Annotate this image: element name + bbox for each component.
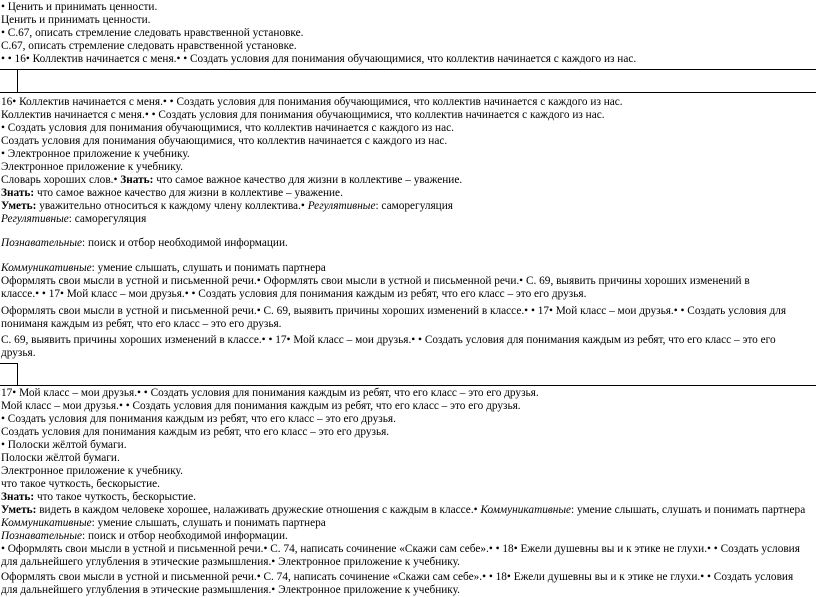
text-line: пониманя каждым из ребят, что его класс – это его друзья. bbox=[1, 318, 282, 330]
text-line: • Электронное приложение к учебнику. bbox=[1, 148, 190, 160]
regulatory-label: Регулятивные bbox=[307, 200, 376, 212]
text-line: для дальнейшего углубления в этические размышления.• Электронное приложение к учебнику. bbox=[1, 556, 460, 568]
text-line: С.67, описать стремление следовать нравственной установке. bbox=[1, 40, 297, 52]
table-rule bbox=[0, 92, 816, 93]
text-line: Коллектив начинается с меня.• • Создать условия для понимания обучающимися, что коллектив начинается с каждого из нас. bbox=[1, 109, 605, 121]
text-line: для дальнейшего углубления в этические размышления.• Электронное приложение к учебнику. bbox=[1, 584, 460, 596]
text-line: друзья. bbox=[1, 347, 36, 359]
table-cell-border bbox=[17, 69, 18, 93]
text-run: видеть в каждом человеке хорошее, налаживать дружеские отношения с каждым в классе.• bbox=[39, 504, 478, 516]
text-line: Ценить и принимать ценности. bbox=[1, 14, 151, 26]
text-line: • Создать условия для понимания обучающимися, что коллектив начинается с каждого из нас. bbox=[1, 122, 454, 134]
regulatory-label: Регулятивные bbox=[1, 213, 69, 225]
text-line: Создать условия для понимания обучающимися, что коллектив начинается с каждого из нас. bbox=[1, 135, 448, 147]
text-line bbox=[1, 213, 146, 226]
text-run: что такое чуткость, бескорыстие. bbox=[1, 478, 160, 490]
text-line: Полоски жёлтой бумаги. bbox=[1, 452, 120, 464]
text-run: что такое чуткость, бескорыстие. bbox=[36, 491, 196, 503]
text-line: Мой класс – мои друзья.• • Создать условия для понимания каждым из ребят, что его класс – это его друзья. bbox=[1, 400, 521, 412]
text-line bbox=[1, 187, 343, 200]
text-line bbox=[1, 504, 805, 517]
text-line: Электронное приложение к учебнику. bbox=[1, 161, 183, 173]
text-line: Создать условия для понимания каждым из ребят, что его класс – это его друзья. bbox=[1, 426, 390, 438]
text-run: : саморегуляция bbox=[68, 213, 147, 225]
table-rule bbox=[0, 385, 816, 386]
table-rule bbox=[0, 363, 18, 364]
text-line bbox=[1, 237, 288, 250]
text-run: что самое важное качество для жизни в коллективе – уважение. bbox=[36, 187, 343, 199]
text-run: : умение слышать, слушать и понимать партнера bbox=[571, 504, 806, 516]
text-run: : поиск и отбор необходимой информации. bbox=[82, 237, 288, 249]
text-line: Оформлять свои мысли в устной и письменной речи.• Оформлять свои мысли в устной и письменной речи.• С. 69, выявить причины хороших изменений в bbox=[1, 275, 750, 287]
text-line bbox=[1, 478, 160, 491]
text-line bbox=[1, 262, 326, 275]
text-line: • С.67, описать стремление следовать нравственной установке. bbox=[1, 27, 304, 39]
text-run: что самое важное качество для жизни в коллективе – уважение. bbox=[156, 174, 463, 186]
text-line: 16• Коллектив начинается с меня.• • Создать условия для понимания обучающимися, что коллектив начинается с каждого из нас. bbox=[1, 96, 623, 108]
text-run: : умение слышать, слушать и понимать партнера bbox=[91, 517, 326, 529]
table-rule bbox=[0, 69, 816, 70]
text-line bbox=[1, 517, 326, 530]
text-line: С. 69, выявить причины хороших изменений в классе.• • 17• Мой класс – мои друзья.• • Создать условия для понимания каждым из ребят, что его класс – это его bbox=[1, 334, 776, 346]
text-run: Словарь хороших слов.• bbox=[1, 174, 118, 186]
text-line: классе.• • 17• Мой класс – мои друзья.• • Создать условия для понимания каждым из ребят, что его класс – это его друзья. bbox=[1, 288, 587, 300]
skill-label: Уметь: bbox=[1, 200, 37, 212]
skill-label: Уметь: bbox=[1, 504, 37, 516]
text-run: уважительно относиться к каждому члену коллектива.• bbox=[39, 200, 305, 212]
text-run: : саморегуляция bbox=[375, 200, 453, 212]
text-line: • Оформлять свои мысли в устной и письменной речи.• С. 74, написать сочинение «Скажи сам себе».• • 18• Ежели душевны вы и к этике не глухи.• • Создать условия bbox=[1, 543, 800, 555]
text-line: • Создать условия для понимания каждым из ребят, что его класс – это его друзья. bbox=[1, 413, 396, 425]
know-label: Знать: bbox=[1, 187, 35, 199]
communicative-label: Коммуникативные bbox=[1, 262, 92, 274]
text-line: 17• Мой класс – мои друзья.• • Создать условия для понимания каждым из ребят, что его класс – это его друзья. bbox=[1, 387, 539, 399]
text-line: • • 16• Коллектив начинается с меня.• • Создать условия для понимания обучающимися, что коллектив начинается с каждого из нас. bbox=[1, 53, 637, 65]
cognitive-label: Познавательные bbox=[1, 530, 83, 542]
communicative-label: Коммуникативные bbox=[480, 504, 572, 516]
text-line bbox=[1, 200, 453, 213]
text-line bbox=[1, 174, 462, 187]
text-line bbox=[1, 530, 288, 543]
text-run: : умение слышать, слушать и понимать партнера bbox=[91, 262, 326, 274]
text-line: • Полоски жёлтой бумаги. bbox=[1, 439, 127, 451]
know-label: Знать: bbox=[120, 174, 154, 186]
communicative-label: Коммуникативные bbox=[1, 517, 92, 529]
know-label: Знать: bbox=[1, 491, 35, 503]
text-line: Оформлять свои мысли в устной и письменной речи.• С. 74, написать сочинение «Скажи сам себе».• • 18• Ежели душевны вы и к этике не глухи.• • Создать условия bbox=[1, 571, 794, 583]
cognitive-label: Познавательные bbox=[1, 237, 83, 249]
text-line: • Ценить и принимать ценности. bbox=[1, 1, 158, 13]
text-line: Электронное приложение к учебнику. bbox=[1, 465, 183, 477]
table-cell-border bbox=[17, 363, 18, 386]
text-run: : поиск и отбор необходимой информации. bbox=[82, 530, 288, 542]
text-line bbox=[1, 491, 196, 504]
text-line: Оформлять свои мысли в устной и письменной речи.• С. 69, выявить причины хороших изменений в классе.• • 17• Мой класс – мои друзья.• • Создать условия для bbox=[1, 305, 787, 317]
